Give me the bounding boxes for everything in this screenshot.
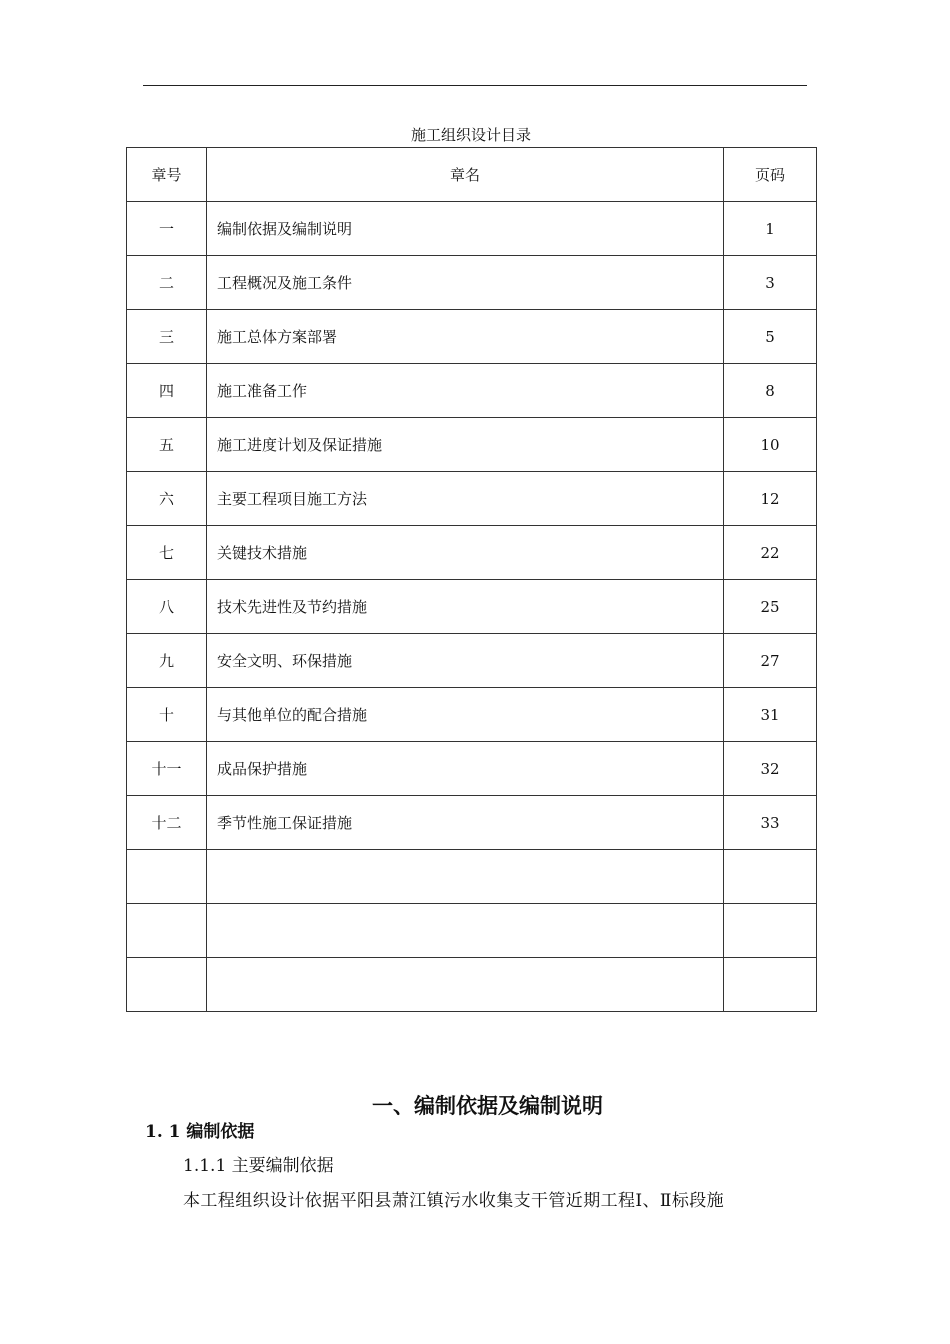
toc-row xyxy=(127,418,817,472)
page-number xyxy=(724,958,817,1012)
section-heading: 一、编制依据及编制说明 xyxy=(372,1093,603,1118)
chapter-name: 施工准备工作 xyxy=(207,364,724,418)
header-rule xyxy=(143,85,807,86)
chapter-number: 二 xyxy=(127,256,207,310)
page-number: 8 xyxy=(724,364,817,418)
chapter-number: 十 xyxy=(127,688,207,742)
toc-row xyxy=(127,904,817,958)
chapter-name: 工程概况及施工条件 xyxy=(207,256,724,310)
page-number: 5 xyxy=(724,310,817,364)
toc-row xyxy=(127,688,817,742)
chapter-number xyxy=(127,850,207,904)
page-number: 10 xyxy=(724,418,817,472)
toc-row xyxy=(127,634,817,688)
page-number: 31 xyxy=(724,688,817,742)
toc-row xyxy=(127,256,817,310)
chapter-name: 成品保护措施 xyxy=(207,742,724,796)
chapter-number: 七 xyxy=(127,526,207,580)
toc-row xyxy=(127,580,817,634)
chapter-name: 与其他单位的配合措施 xyxy=(207,688,724,742)
chapter-number: 五 xyxy=(127,418,207,472)
page-number: 1 xyxy=(724,202,817,256)
chapter-name xyxy=(207,904,724,958)
chapter-name xyxy=(207,958,724,1012)
header-chapter-name: 章名 xyxy=(207,148,724,202)
header-chapter-number: 章号 xyxy=(127,148,207,202)
toc-row xyxy=(127,958,817,1012)
chapter-number: 三 xyxy=(127,310,207,364)
page-number xyxy=(724,850,817,904)
chapter-number: 四 xyxy=(127,364,207,418)
sub-heading: 1. 1 编制依据 xyxy=(145,1122,255,1142)
chapter-number: 十一 xyxy=(127,742,207,796)
toc-row xyxy=(127,472,817,526)
page-number: 32 xyxy=(724,742,817,796)
body-paragraph: 本工程组织设计依据平阳县萧江镇污水收集支干管近期工程Ⅰ、Ⅱ标段施 xyxy=(183,1191,725,1211)
header-page-number: 页码 xyxy=(724,148,817,202)
toc-row xyxy=(127,202,817,256)
chapter-name: 主要工程项目施工方法 xyxy=(207,472,724,526)
page-number: 27 xyxy=(724,634,817,688)
page-number: 12 xyxy=(724,472,817,526)
page-number: 25 xyxy=(724,580,817,634)
chapter-number: 十二 xyxy=(127,796,207,850)
chapter-name: 安全文明、环保措施 xyxy=(207,634,724,688)
chapter-number: 八 xyxy=(127,580,207,634)
toc-row xyxy=(127,310,817,364)
page-number: 33 xyxy=(724,796,817,850)
chapter-name: 编制依据及编制说明 xyxy=(207,202,724,256)
toc-title: 施工组织设计目录 xyxy=(410,126,531,144)
toc-row xyxy=(127,742,817,796)
chapter-name: 季节性施工保证措施 xyxy=(207,796,724,850)
chapter-number xyxy=(127,958,207,1012)
toc-row xyxy=(127,526,817,580)
chapter-name: 施工总体方案部署 xyxy=(207,310,724,364)
toc-row xyxy=(127,796,817,850)
page-number: 22 xyxy=(724,526,817,580)
chapter-name: 关键技术措施 xyxy=(207,526,724,580)
toc-table xyxy=(126,147,817,1012)
chapter-number: 九 xyxy=(127,634,207,688)
page-number: 3 xyxy=(724,256,817,310)
toc-header-row xyxy=(127,148,817,202)
toc-row xyxy=(127,364,817,418)
subsub-heading: 1.1.1 主要编制依据 xyxy=(183,1156,334,1176)
chapter-number: 一 xyxy=(127,202,207,256)
chapter-name: 技术先进性及节约措施 xyxy=(207,580,724,634)
page-number xyxy=(724,904,817,958)
chapter-name: 施工进度计划及保证措施 xyxy=(207,418,724,472)
chapter-number: 六 xyxy=(127,472,207,526)
chapter-number xyxy=(127,904,207,958)
toc-row xyxy=(127,850,817,904)
chapter-name xyxy=(207,850,724,904)
